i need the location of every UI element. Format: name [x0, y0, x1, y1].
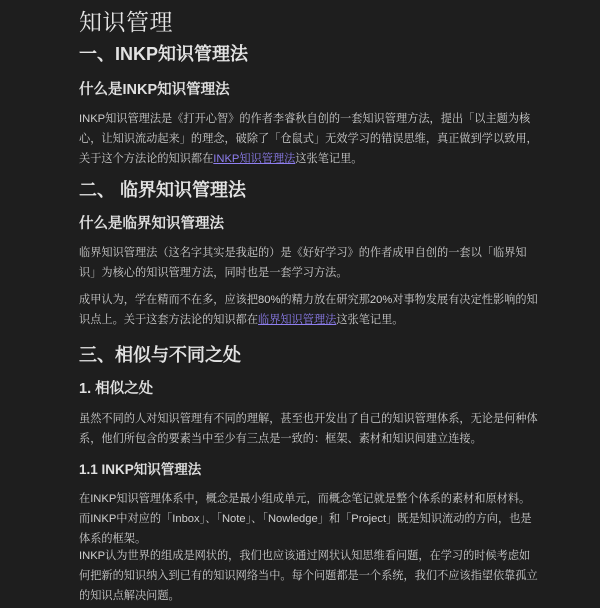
section-2-paragraph-1: 临界知识管理法（这名字其实是我起的）是《好好学习》的作者成甲自创的一套以「临界知识」为核心的知识管理方法，同时也是一套学习方法。	[79, 247, 527, 279]
section-1-heading: 一、INKP知识管理法	[79, 44, 249, 64]
section-3-subheading: 1. 相似之处	[79, 381, 154, 397]
section-3-1-subheading: 1.1 INKP知识管理法	[79, 462, 202, 477]
section-3-heading: 三、相似与不同之处	[79, 345, 241, 365]
critical-knowledge-note-link[interactable]: 临界知识管理法	[258, 314, 337, 326]
section-1-subheading: 什么是INKP知识管理法	[79, 82, 230, 98]
section-3-1-paragraph-1: 在INKP知识管理体系中，概念是最小组成单元，而概念笔记就是整个体系的素材和原材料。而INKP中对应的「Inbox」、「Note」、「Nowledge」和「Project」既是知识流动的方向，也是体系的框架。	[79, 493, 532, 545]
section-3-paragraph: 虽然不同的人对知识管理有不同的理解，甚至也开发出了自己的知识管理体系，无论是何种体系，他们所包含的要素当中至少有三点是一致的：框架、素材和知识间建立连接。	[79, 413, 538, 445]
paragraph-text: 这张笔记里。	[336, 314, 404, 326]
section-1-paragraph	[79, 109, 539, 169]
section-2-paragraph-2	[79, 290, 539, 330]
section-3-1-paragraph-2: INKP认为世界的组成是网状的，我们也应该通过网状认知思维看问题，在学习的时候考虑如何把新的知识纳入到已有的知识网络当中。每个问题都是一个系统，我们不应该指望依靠孤立的知识点解决问题。	[79, 550, 538, 602]
paragraph-text: 成甲认为，学在精而不在多，应该把80%的精力放在研究那20%对事物发展有决定性影响的知识点上。关于这套方法论的知识都在	[79, 294, 538, 326]
inkp-note-link[interactable]: INKP知识管理法	[213, 153, 296, 165]
section-2-subheading: 什么是临界知识管理法	[79, 216, 224, 232]
paragraph-text: INKP知识管理法是《打开心智》的作者李睿秋自创的一套知识管理方法，提出「以主题为核心，让知识流动起来」的理念，破除了「仓鼠式」无效学习的错误思维，真正做到学以致用，关于这个方法论的知识都在	[79, 113, 538, 165]
section-2-heading: 二、 临界知识管理法	[79, 180, 247, 200]
paragraph-text: 这张笔记里。	[295, 153, 363, 165]
note-title: 知识管理	[79, 9, 173, 35]
